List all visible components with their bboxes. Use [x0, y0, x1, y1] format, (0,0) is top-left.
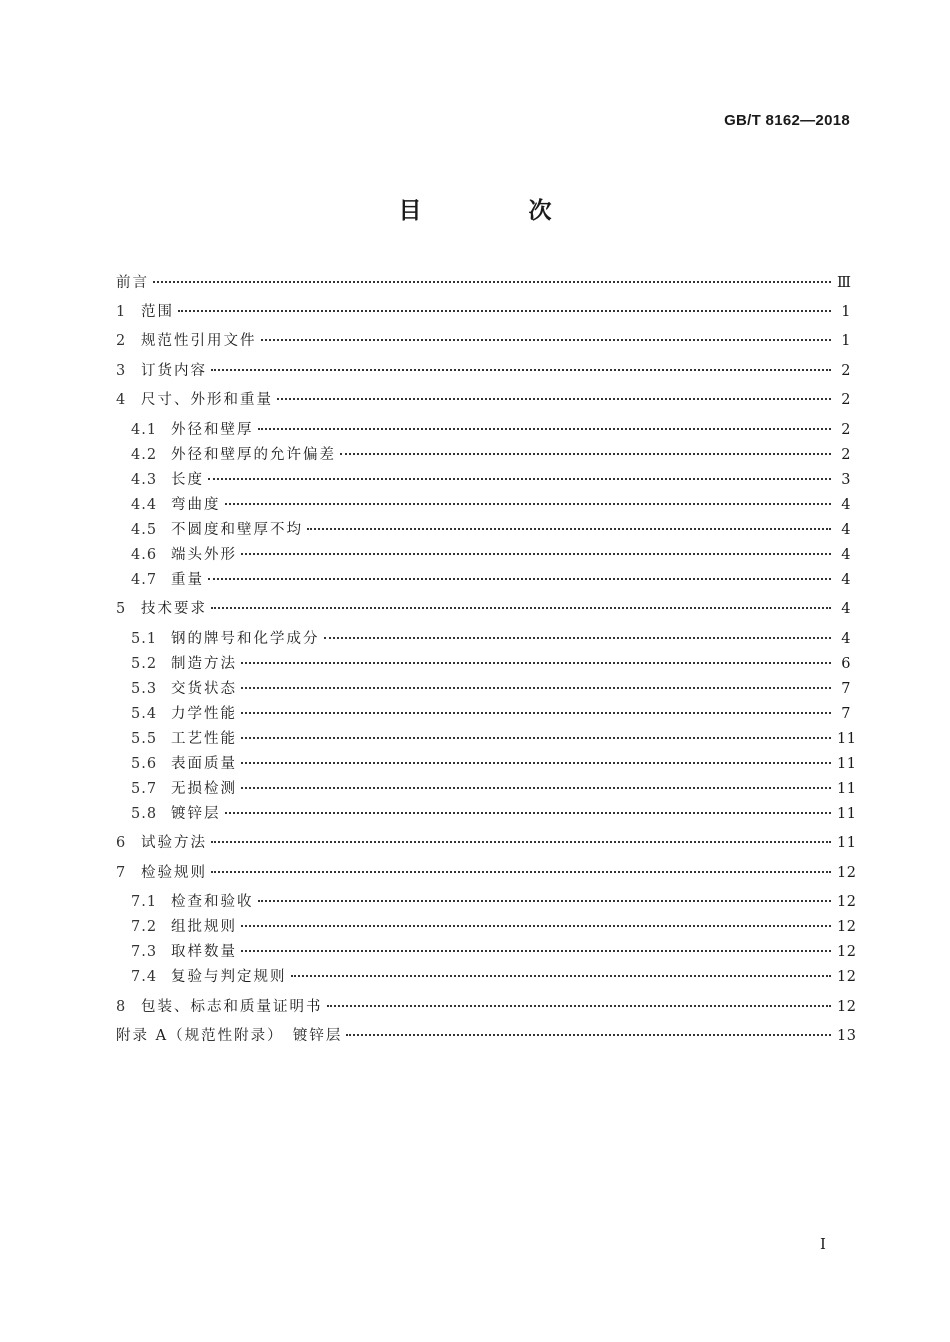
toc-entry-number: 5.2	[131, 656, 158, 672]
toc-entry-page: 4	[841, 572, 851, 588]
leader-dots	[277, 398, 831, 400]
toc-entry-label: 长度	[171, 472, 204, 488]
toc-entry-number: 5.1	[131, 631, 158, 647]
toc-entry[interactable]	[131, 494, 851, 516]
leader-dots	[211, 841, 831, 843]
toc-entry-page: 12	[837, 969, 857, 985]
leader-dots	[211, 607, 831, 609]
toc-entry-number: 1	[116, 304, 127, 320]
toc-entry-number: 7	[116, 865, 127, 881]
leader-dots	[211, 871, 831, 873]
leader-dots	[241, 553, 831, 555]
toc-entry-label: 技术要求	[141, 601, 207, 617]
leader-dots	[241, 662, 831, 664]
toc-entry[interactable]	[131, 728, 857, 750]
toc-entry[interactable]	[116, 598, 851, 620]
toc-entry-number: 5.3	[131, 681, 158, 697]
toc-entry-page: 12	[837, 919, 857, 935]
toc-entry[interactable]	[131, 916, 857, 938]
toc-entry[interactable]	[116, 1025, 857, 1047]
toc-entry-number: 7.1	[131, 894, 158, 910]
toc-entry[interactable]	[131, 628, 851, 650]
toc-entry-page: 4	[841, 497, 851, 513]
toc-entry-page: 2	[841, 363, 851, 379]
toc-entry-label: 无损检测	[171, 781, 237, 797]
toc-entry-label: 外径和壁厚	[171, 422, 254, 438]
leader-dots	[241, 925, 831, 927]
toc-entry-number: 7.4	[131, 969, 158, 985]
toc-entry[interactable]	[116, 330, 851, 352]
toc-entry[interactable]	[131, 941, 857, 963]
toc-entry-label: 尺寸、外形和重量	[141, 392, 273, 408]
toc-entry-label: 包装、标志和质量证明书	[141, 999, 323, 1015]
toc-entry-label: 范围	[141, 304, 174, 320]
toc-entry-label: 工艺性能	[171, 731, 237, 747]
toc-entry-page: 12	[837, 894, 857, 910]
toc-entry[interactable]	[116, 360, 851, 382]
toc-entry-label: 端头外形	[171, 547, 237, 563]
leader-dots	[241, 762, 831, 764]
toc-entry[interactable]	[131, 469, 851, 491]
toc-entry-label: 弯曲度	[171, 497, 221, 513]
toc-entry-label: 检查和验收	[171, 894, 254, 910]
toc-entry-page: 11	[837, 731, 857, 747]
toc-entry-number: 5.4	[131, 706, 158, 722]
toc-entry-page: 11	[837, 756, 857, 772]
page-title: 目 次	[398, 197, 594, 224]
toc-entry[interactable]	[116, 996, 857, 1018]
toc-entry[interactable]	[131, 678, 851, 700]
toc-entry[interactable]	[131, 703, 851, 725]
toc-entry-label: 力学性能	[171, 706, 237, 722]
toc-entry-page: 2	[841, 392, 851, 408]
toc-entry-number: 4.3	[131, 472, 158, 488]
leader-dots	[241, 737, 831, 739]
toc-entry-page: 1	[841, 333, 851, 349]
toc-entry-label: 重量	[171, 572, 204, 588]
toc-entry[interactable]	[131, 444, 851, 466]
toc-entry-page: 12	[837, 865, 857, 881]
toc-entry-label: 订货内容	[141, 363, 207, 379]
toc-entry-label: 复验与判定规则	[171, 969, 287, 985]
toc-entry-page: 4	[841, 547, 851, 563]
toc-entry-label: 检验规则	[141, 865, 207, 881]
toc-entry-page: 13	[837, 1028, 857, 1044]
standard-code: GB/T 8162—2018	[724, 112, 850, 129]
toc-entry[interactable]	[116, 301, 851, 323]
toc-entry-page: 12	[837, 999, 857, 1015]
toc-entry[interactable]	[131, 519, 851, 541]
toc-entry-page: 2	[841, 422, 851, 438]
toc-entry-number: 7.3	[131, 944, 158, 960]
toc-entry[interactable]	[131, 544, 851, 566]
toc-entry[interactable]	[131, 778, 857, 800]
toc-entry-number: 4.7	[131, 572, 158, 588]
toc-entry-number: 7.2	[131, 919, 158, 935]
toc-entry[interactable]	[131, 753, 857, 775]
toc-entry[interactable]	[131, 891, 857, 913]
leader-dots	[225, 503, 832, 505]
toc-entry-number: 5.5	[131, 731, 158, 747]
toc-entry-number: 3	[116, 363, 127, 379]
leader-dots	[307, 528, 831, 530]
leader-dots	[241, 787, 831, 789]
leader-dots	[178, 310, 831, 312]
toc-entry-number: 4.2	[131, 447, 158, 463]
toc-entry-number: 5.7	[131, 781, 158, 797]
toc-entry[interactable]	[116, 832, 857, 854]
leader-dots	[258, 900, 832, 902]
toc-entry-page: Ⅲ	[837, 275, 852, 291]
toc-entry[interactable]	[116, 862, 857, 884]
toc-entry-label: 不圆度和壁厚不均	[171, 522, 303, 538]
toc-entry-number: 5	[116, 601, 127, 617]
page-number: Ⅰ	[820, 1235, 826, 1253]
leader-dots	[208, 478, 831, 480]
toc-entry-page: 4	[841, 601, 851, 617]
toc-entry-label: 外径和壁厚的允许偏差	[171, 447, 336, 463]
toc-entry-label: 试验方法	[141, 835, 207, 851]
toc-entry-number: 8	[116, 999, 127, 1015]
toc-entry[interactable]	[131, 966, 857, 988]
leader-dots	[346, 1034, 831, 1036]
toc-entry-label: 镀锌层	[171, 806, 221, 822]
toc-entry-page: 12	[837, 944, 857, 960]
toc-entry-label: 交货状态	[171, 681, 237, 697]
leader-dots	[153, 281, 831, 283]
toc-entry-number: 2	[116, 333, 127, 349]
toc-entry[interactable]	[131, 569, 851, 591]
toc-entry-page: 11	[837, 835, 857, 851]
leader-dots	[291, 975, 832, 977]
toc-entry-number: 4.4	[131, 497, 158, 513]
toc-entry-page: 4	[841, 522, 851, 538]
leader-dots	[241, 687, 831, 689]
toc-entry-label: 取样数量	[171, 944, 237, 960]
toc-entry-number: 5.6	[131, 756, 158, 772]
toc-entry-label: 制造方法	[171, 656, 237, 672]
leader-dots	[225, 812, 832, 814]
toc-entry-number: 4	[116, 392, 127, 408]
toc-entry-label: 表面质量	[171, 756, 237, 772]
leader-dots	[261, 339, 832, 341]
toc-entry[interactable]	[131, 419, 851, 441]
toc-entry[interactable]	[131, 803, 857, 825]
toc-entry-page: 11	[837, 806, 857, 822]
toc-entry-number: 4.1	[131, 422, 158, 438]
toc-entry-number: 4.6	[131, 547, 158, 563]
toc-entry-number: 5.8	[131, 806, 158, 822]
toc-entry-label: 附录 A（规范性附录） 镀锌层	[116, 1028, 343, 1044]
leader-dots	[241, 950, 831, 952]
leader-dots	[258, 428, 832, 430]
leader-dots	[241, 712, 831, 714]
toc-entry-page: 7	[841, 681, 851, 697]
toc-entry-label: 规范性引用文件	[141, 333, 257, 349]
toc-entry-page: 2	[841, 447, 851, 463]
toc-entry-page: 3	[841, 472, 851, 488]
toc-entry[interactable]	[116, 272, 851, 294]
leader-dots	[208, 578, 831, 580]
toc-entry-page: 7	[841, 706, 851, 722]
toc-entry-label: 钢的牌号和化学成分	[171, 631, 320, 647]
toc-entry-page: 11	[837, 781, 857, 797]
leader-dots	[211, 369, 831, 371]
toc-entry-label: 组批规则	[171, 919, 237, 935]
toc-entry-page: 6	[841, 656, 851, 672]
leader-dots	[340, 453, 831, 455]
toc-entry-number: 4.5	[131, 522, 158, 538]
toc-entry-page: 4	[841, 631, 851, 647]
toc-entry[interactable]	[116, 389, 851, 411]
toc-entry-number: 6	[116, 835, 127, 851]
leader-dots	[327, 1005, 832, 1007]
toc-entry-label: 前言	[116, 275, 149, 291]
toc-entry[interactable]	[131, 653, 851, 675]
leader-dots	[324, 637, 832, 639]
toc-entry-page: 1	[841, 304, 851, 320]
